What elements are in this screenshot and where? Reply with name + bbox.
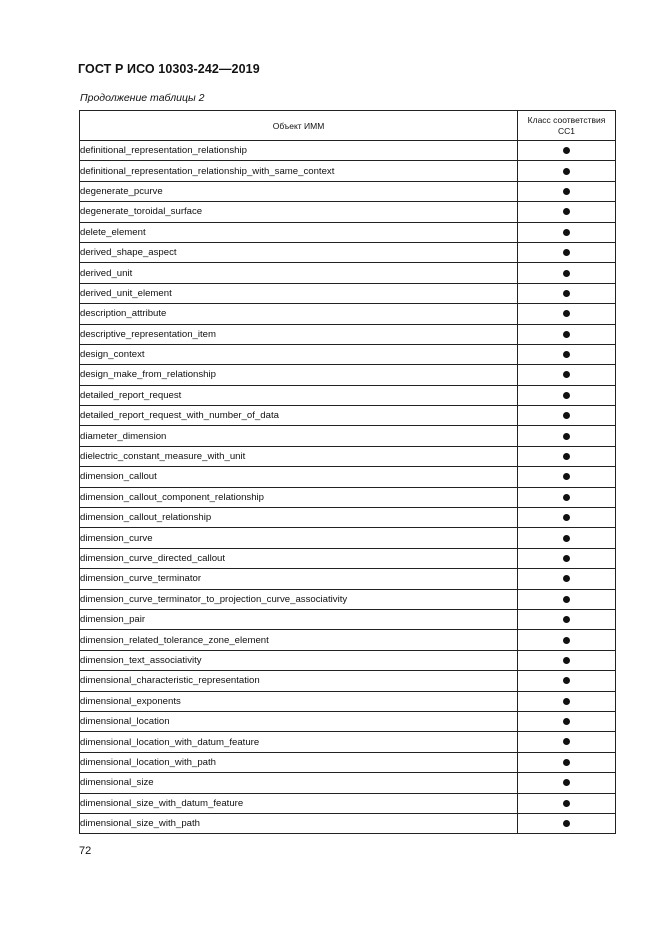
object-name-cell: dimensional_size_with_path	[80, 813, 518, 833]
object-name-cell: dimensional_location	[80, 711, 518, 731]
table-row	[80, 263, 616, 283]
column-header-conformance-class	[518, 111, 616, 141]
filled-circle-icon	[563, 779, 570, 786]
object-name-cell: derived_unit	[80, 263, 518, 283]
object-name-cell: dimension_curve_directed_callout	[80, 548, 518, 568]
filled-circle-icon	[563, 371, 570, 378]
table-row	[80, 609, 616, 629]
conformance-mark-cell	[518, 161, 616, 181]
filled-circle-icon	[563, 596, 570, 603]
column-header-object: Объект ИММ	[80, 111, 518, 141]
table-row	[80, 304, 616, 324]
table-row	[80, 691, 616, 711]
conformance-mark-cell	[518, 711, 616, 731]
object-name-cell: dimension_callout_relationship	[80, 508, 518, 528]
filled-circle-icon	[563, 392, 570, 399]
document-title: ГОСТ Р ИСО 10303-242—2019	[78, 62, 260, 76]
table-row	[80, 202, 616, 222]
table-row	[80, 385, 616, 405]
object-name-cell: dielectric_constant_measure_with_unit	[80, 446, 518, 466]
object-name-cell: dimension_curve	[80, 528, 518, 548]
table-row	[80, 222, 616, 242]
conformance-mark-cell	[518, 385, 616, 405]
object-name-cell: dimension_text_associativity	[80, 650, 518, 670]
table-row	[80, 548, 616, 568]
filled-circle-icon	[563, 738, 570, 745]
conformance-mark-cell	[518, 752, 616, 772]
object-name-cell: definitional_representation_relationship_with_same_context	[80, 161, 518, 181]
filled-circle-icon	[563, 168, 570, 175]
object-name-cell: dimension_pair	[80, 609, 518, 629]
table-row	[80, 528, 616, 548]
filled-circle-icon	[563, 698, 570, 705]
table-row	[80, 181, 616, 201]
object-name-cell: dimensional_location_with_datum_feature	[80, 732, 518, 752]
object-name-cell: delete_element	[80, 222, 518, 242]
table-row	[80, 671, 616, 691]
conformance-mark-cell	[518, 548, 616, 568]
object-name-cell: detailed_report_request	[80, 385, 518, 405]
page-number: 72	[79, 845, 92, 857]
conformance-mark-cell	[518, 569, 616, 589]
object-name-cell: definitional_representation_relationship	[80, 141, 518, 161]
table-row	[80, 508, 616, 528]
object-name-cell: dimension_curve_terminator	[80, 569, 518, 589]
conformance-mark-cell	[518, 732, 616, 752]
filled-circle-icon	[563, 351, 570, 358]
conformance-mark-cell	[518, 324, 616, 344]
table-row	[80, 161, 616, 181]
filled-circle-icon	[563, 412, 570, 419]
conformance-mark-cell	[518, 202, 616, 222]
object-name-cell: dimensional_characteristic_representation	[80, 671, 518, 691]
object-name-cell: degenerate_toroidal_surface	[80, 202, 518, 222]
table-row	[80, 467, 616, 487]
object-name-cell: dimensional_size	[80, 773, 518, 793]
object-name-cell: derived_shape_aspect	[80, 242, 518, 262]
conformance-mark-cell	[518, 141, 616, 161]
conformance-mark-cell	[518, 528, 616, 548]
filled-circle-icon	[563, 229, 570, 236]
filled-circle-icon	[563, 575, 570, 582]
table-row	[80, 630, 616, 650]
table-row	[80, 813, 616, 833]
filled-circle-icon	[563, 759, 570, 766]
conformance-mark-cell	[518, 446, 616, 466]
conformance-mark-cell	[518, 283, 616, 303]
filled-circle-icon	[563, 249, 570, 256]
table-row	[80, 365, 616, 385]
filled-circle-icon	[563, 310, 570, 317]
table-row	[80, 283, 616, 303]
conformance-mark-cell	[518, 773, 616, 793]
conformance-mark-cell	[518, 263, 616, 283]
conformance-mark-cell	[518, 304, 616, 324]
conformance-mark-cell	[518, 406, 616, 426]
conformance-mark-cell	[518, 426, 616, 446]
conformance-mark-cell	[518, 222, 616, 242]
table-row	[80, 711, 616, 731]
table-row	[80, 141, 616, 161]
object-name-cell: design_make_from_relationship	[80, 365, 518, 385]
object-name-cell: design_context	[80, 344, 518, 364]
object-name-cell: diameter_dimension	[80, 426, 518, 446]
conformance-mark-cell	[518, 344, 616, 364]
column-header-conformance-class-label: Класс соответствия CC1	[527, 114, 606, 136]
filled-circle-icon	[563, 718, 570, 725]
conformance-mark-cell	[518, 691, 616, 711]
conformance-mark-cell	[518, 630, 616, 650]
filled-circle-icon	[563, 820, 570, 827]
table-row	[80, 324, 616, 344]
filled-circle-icon	[563, 188, 570, 195]
filled-circle-icon	[563, 555, 570, 562]
filled-circle-icon	[563, 494, 570, 501]
table-row	[80, 732, 616, 752]
conformance-mark-cell	[518, 650, 616, 670]
table-row	[80, 242, 616, 262]
object-name-cell: dimensional_location_with_path	[80, 752, 518, 772]
filled-circle-icon	[563, 657, 570, 664]
filled-circle-icon	[563, 535, 570, 542]
table-row	[80, 344, 616, 364]
filled-circle-icon	[563, 473, 570, 480]
conformance-mark-cell	[518, 609, 616, 629]
filled-circle-icon	[563, 147, 570, 154]
table-row	[80, 650, 616, 670]
filled-circle-icon	[563, 453, 570, 460]
conformance-mark-cell	[518, 671, 616, 691]
table-header-row	[80, 111, 616, 141]
filled-circle-icon	[563, 331, 570, 338]
filled-circle-icon	[563, 208, 570, 215]
object-name-cell: dimensional_size_with_datum_feature	[80, 793, 518, 813]
filled-circle-icon	[563, 290, 570, 297]
conformance-mark-cell	[518, 589, 616, 609]
object-name-cell: dimensional_exponents	[80, 691, 518, 711]
conformance-mark-cell	[518, 467, 616, 487]
table-caption: Продолжение таблицы 2	[80, 92, 205, 104]
table-row	[80, 773, 616, 793]
filled-circle-icon	[563, 637, 570, 644]
object-name-cell: dimension_curve_terminator_to_projection_curve_associativity	[80, 589, 518, 609]
object-name-cell: detailed_report_request_with_number_of_data	[80, 406, 518, 426]
table-row	[80, 793, 616, 813]
filled-circle-icon	[563, 270, 570, 277]
conformance-mark-cell	[518, 181, 616, 201]
conformance-mark-cell	[518, 365, 616, 385]
table-row	[80, 446, 616, 466]
conformance-mark-cell	[518, 813, 616, 833]
filled-circle-icon	[563, 433, 570, 440]
object-name-cell: degenerate_pcurve	[80, 181, 518, 201]
object-name-cell: description_attribute	[80, 304, 518, 324]
table-row	[80, 487, 616, 507]
conformance-table	[79, 110, 616, 834]
table-row	[80, 406, 616, 426]
object-name-cell: dimension_related_tolerance_zone_element	[80, 630, 518, 650]
object-name-cell: dimension_callout	[80, 467, 518, 487]
table-body	[80, 141, 616, 834]
table-row	[80, 569, 616, 589]
object-name-cell: dimension_callout_component_relationship	[80, 487, 518, 507]
conformance-mark-cell	[518, 793, 616, 813]
filled-circle-icon	[563, 616, 570, 623]
object-name-cell: descriptive_representation_item	[80, 324, 518, 344]
filled-circle-icon	[563, 514, 570, 521]
conformance-mark-cell	[518, 487, 616, 507]
object-name-cell: derived_unit_element	[80, 283, 518, 303]
conformance-mark-cell	[518, 508, 616, 528]
filled-circle-icon	[563, 800, 570, 807]
table-row	[80, 752, 616, 772]
table-row	[80, 426, 616, 446]
conformance-mark-cell	[518, 242, 616, 262]
table-row	[80, 589, 616, 609]
filled-circle-icon	[563, 677, 570, 684]
